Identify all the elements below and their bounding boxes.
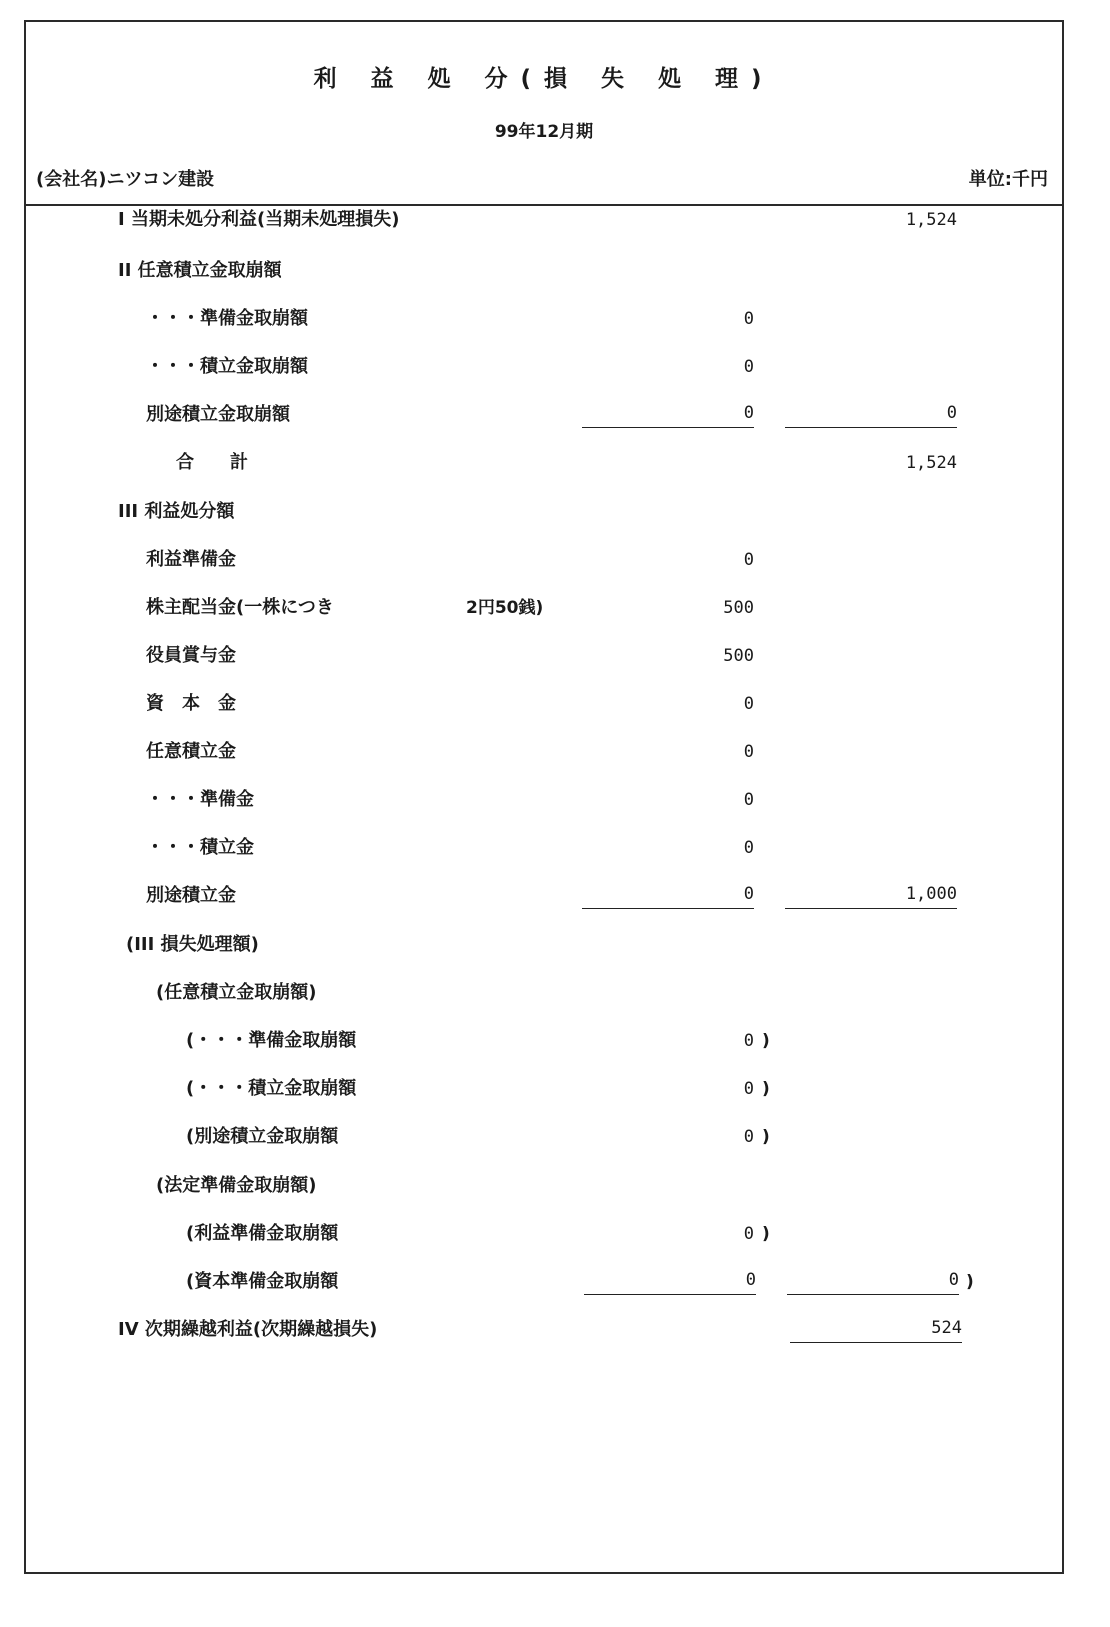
row-label: III 利益処分額 (118, 501, 235, 522)
amount-total: 1,524 (905, 210, 957, 230)
row-carried-forward (26, 1315, 1062, 1345)
row-label: 合 計 (176, 452, 248, 473)
dividend-per-share: 2円50銭) (466, 598, 544, 618)
row-label: ・・・準備金取崩額 (146, 308, 308, 329)
row-label: (別途積立金取崩額 (186, 1126, 339, 1147)
row-voluntary-reserve (26, 737, 1062, 767)
amount-detail: 0 (584, 1267, 756, 1295)
row-loss-voluntary-reversal (26, 978, 1062, 1008)
row-label: (・・・積立金取崩額 (186, 1078, 357, 1099)
amount-detail: 0 (743, 838, 754, 858)
amount-total: 1,000 (785, 881, 957, 909)
row-provision-reversal (26, 304, 1062, 334)
row-label: ・・・積立金 (146, 837, 254, 858)
row-label: 役員賞与金 (146, 645, 236, 666)
row-loss-legal-reserve-heading (26, 1171, 1062, 1201)
row-label: 資 本 金 (146, 693, 236, 714)
amount-detail: 0 (743, 694, 754, 714)
row-label: (任意積立金取崩額) (156, 982, 317, 1003)
row-label: ・・・準備金 (146, 789, 254, 810)
amount-detail: 0 (743, 1224, 754, 1244)
row-loss-reserve-reversal (26, 1074, 1062, 1104)
amount-detail: 500 (723, 598, 754, 618)
row-officer-bonus (26, 641, 1062, 671)
amount-detail: 0 (582, 400, 754, 428)
row-label: I 当期未処分利益(当期未処理損失) (118, 209, 400, 230)
row-loss-general-reserve-reversal (26, 1122, 1062, 1152)
close-paren: ) (762, 1031, 770, 1051)
statement-frame (24, 20, 1064, 1574)
document-title: 利 益 処 分(損 失 処 理) (313, 66, 775, 92)
amount-total: 1,524 (905, 453, 957, 473)
row-subtotal (26, 448, 1062, 478)
amount-detail: 0 (743, 357, 754, 377)
amount-detail: 0 (743, 1031, 754, 1051)
amount-detail: 0 (743, 1127, 754, 1147)
row-label: II 任意積立金取崩額 (118, 260, 282, 281)
row-appropriation-heading (26, 497, 1062, 527)
row-label: 任意積立金 (146, 741, 236, 762)
row-capital (26, 689, 1062, 719)
row-unappropriated-profit (26, 205, 1062, 235)
amount-detail: 0 (582, 881, 754, 909)
row-label: 利益準備金 (146, 549, 236, 570)
unit-label: 単位:千円 (968, 169, 1048, 190)
row-label: (法定準備金取崩額) (156, 1175, 317, 1196)
row-label: 別途積立金取崩額 (146, 404, 290, 425)
close-paren: ) (762, 1127, 770, 1147)
row-loss-disposition-heading (26, 930, 1062, 960)
row-loss-earned-reserve-reversal (26, 1219, 1062, 1249)
row-provision (26, 785, 1062, 815)
amount-detail: 0 (743, 790, 754, 810)
amount-detail: 500 (723, 646, 754, 666)
row-label: (III 損失処理額) (126, 934, 259, 955)
row-general-reserve-reversal (26, 400, 1062, 430)
row-legal-reserve (26, 545, 1062, 575)
row-label: (利益準備金取崩額 (186, 1223, 339, 1244)
row-label: 別途積立金 (146, 885, 236, 906)
row-loss-capital-reserve-reversal (26, 1267, 1062, 1297)
row-reserve-reversal (26, 352, 1062, 382)
amount-detail: 0 (743, 1079, 754, 1099)
row-dividends (26, 593, 1062, 623)
close-paren: ) (762, 1079, 770, 1099)
row-reserve-reversal-heading (26, 256, 1062, 286)
amount-total: 0 (785, 400, 957, 428)
amount-detail: 0 (743, 309, 754, 329)
amount-total: 0 (787, 1267, 959, 1295)
row-general-reserve (26, 881, 1062, 911)
close-paren: ) (762, 1224, 770, 1244)
row-label: (・・・準備金取崩額 (186, 1030, 357, 1051)
row-label: IV 次期繰越利益(次期繰越損失) (118, 1319, 378, 1340)
amount-detail: 0 (743, 742, 754, 762)
row-loss-provision-reversal (26, 1026, 1062, 1056)
row-label: (資本準備金取崩額 (186, 1271, 339, 1292)
row-label: 株主配当金(一株につき (146, 597, 334, 618)
amount-total: 524 (790, 1315, 962, 1343)
company-name: (会社名)ニツコン建設 (36, 169, 215, 190)
row-reserve (26, 833, 1062, 863)
amount-detail: 0 (743, 550, 754, 570)
fiscal-period: 99年12月期 (494, 122, 594, 142)
close-paren: ) (966, 1272, 974, 1292)
row-label: ・・・積立金取崩額 (146, 356, 308, 377)
